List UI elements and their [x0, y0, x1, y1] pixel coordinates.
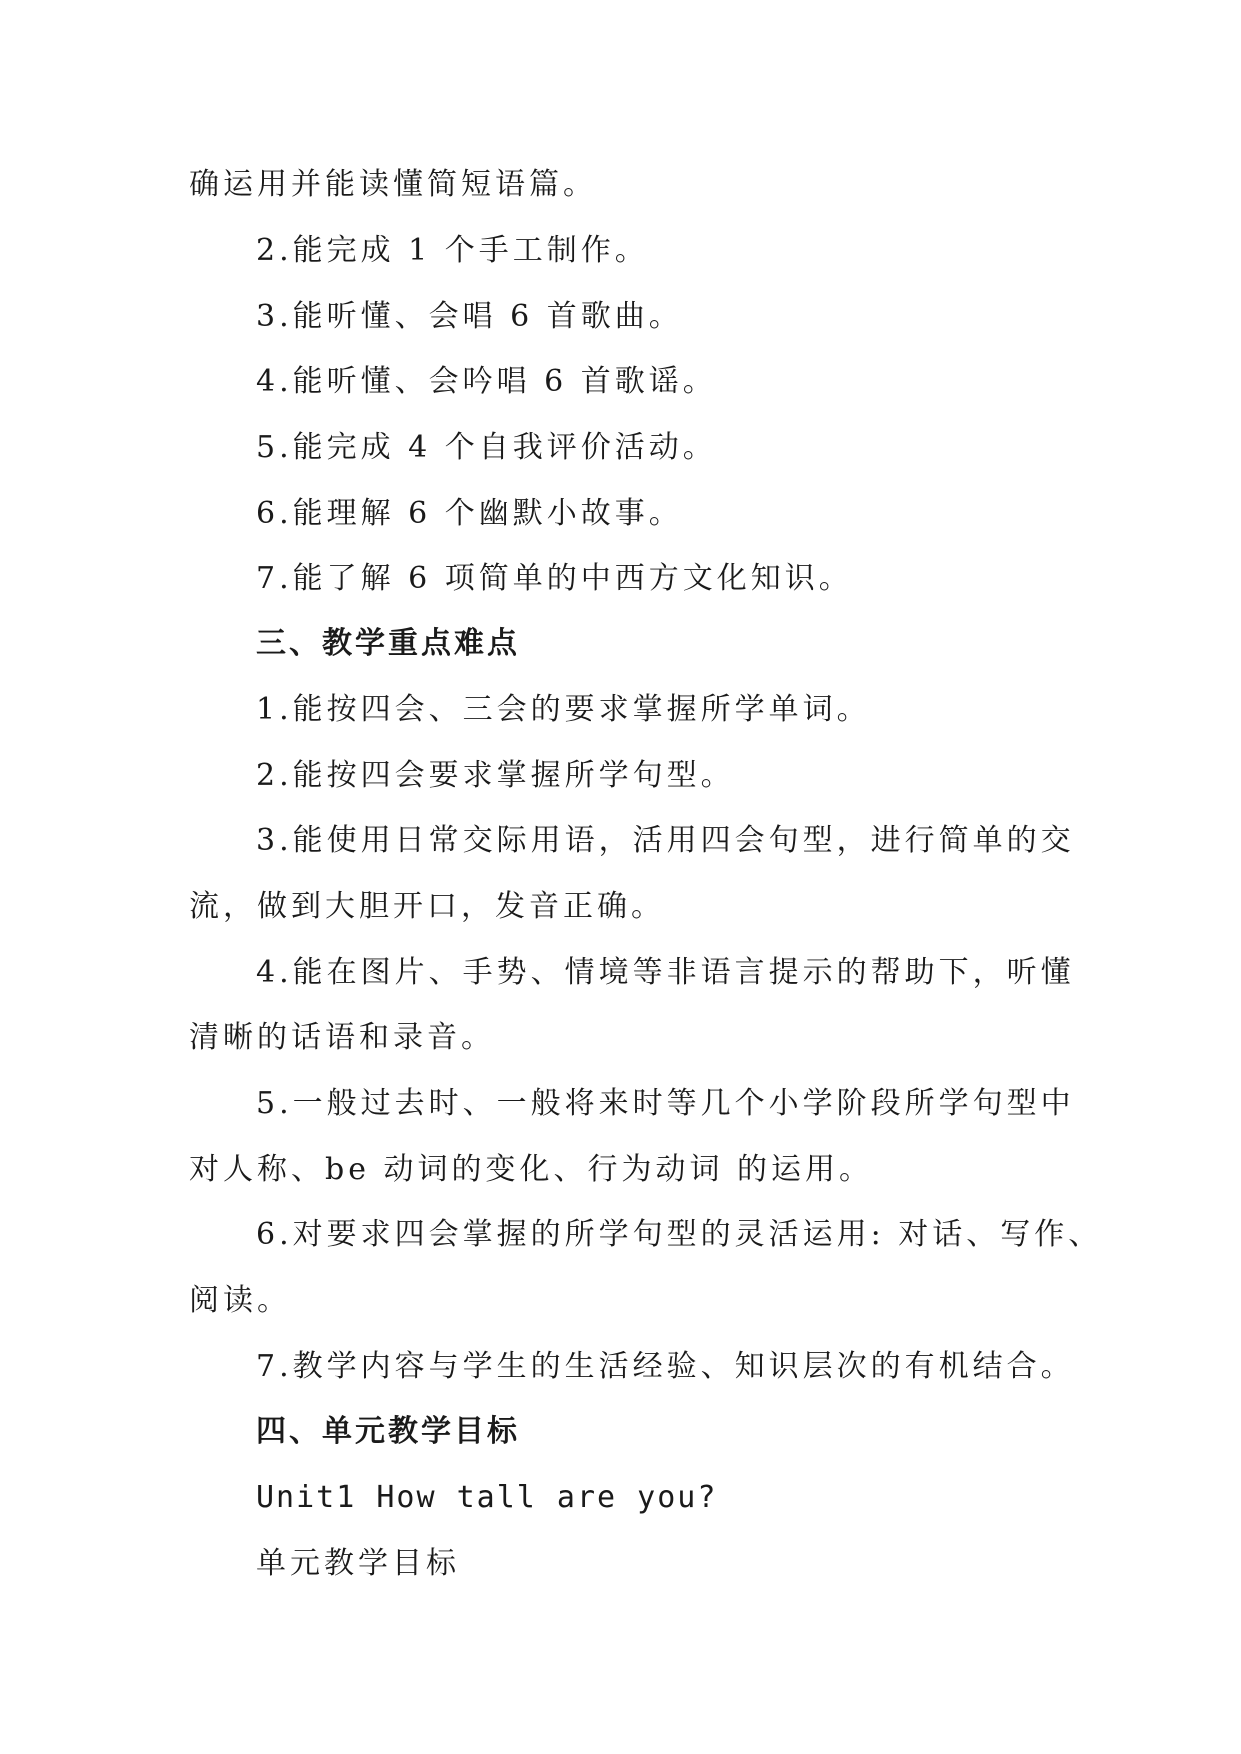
- paragraph-line: 阅读。: [189, 1283, 291, 1318]
- section-heading: 四、单元教学目标: [256, 1414, 520, 1449]
- list-item: 5.能完成 4 个自我评价活动。: [256, 430, 717, 465]
- list-item: 2.能完成 1 个手工制作。: [256, 233, 649, 268]
- paragraph-line: 确运用并能读懂简短语篇。: [189, 167, 597, 202]
- list-item: 7.教学内容与学生的生活经验、知识层次的有机结合。: [256, 1349, 1075, 1384]
- list-item: 6.能理解 6 个幽默小故事。: [256, 496, 683, 531]
- paragraph-line: 流，做到大胆开口，发音正确。: [189, 889, 665, 924]
- subheading: 单元教学目标: [256, 1546, 460, 1581]
- list-item: 1.能按四会、三会的要求掌握所学单词。: [256, 692, 871, 727]
- list-item: 5.一般过去时、一般将来时等几个小学阶段所学句型中: [256, 1086, 1075, 1121]
- list-item: 4.能在图片、手势、情境等非语言提示的帮助下，听懂: [256, 955, 1075, 990]
- paragraph-line: 对人称、be 动词的变化、行为动词 的运用。: [189, 1152, 874, 1187]
- paragraph-line: 清晰的话语和录音。: [189, 1020, 495, 1055]
- list-item: 2.能按四会要求掌握所学句型。: [256, 758, 735, 793]
- list-item: 6.对要求四会掌握的所学句型的灵活运用: 对话、写作、: [256, 1217, 1103, 1252]
- list-item: 3.能听懂、会唱 6 首歌曲。: [256, 299, 683, 334]
- list-item: 4.能听懂、会吟唱 6 首歌谣。: [256, 364, 717, 399]
- list-item: 3.能使用日常交际用语，活用四会句型，进行简单的交: [256, 823, 1075, 858]
- unit-title: Unit1 How tall are you?: [256, 1480, 718, 1515]
- list-item: 7.能了解 6 项简单的中西方文化知识。: [256, 561, 853, 596]
- section-heading: 三、教学重点难点: [256, 626, 520, 661]
